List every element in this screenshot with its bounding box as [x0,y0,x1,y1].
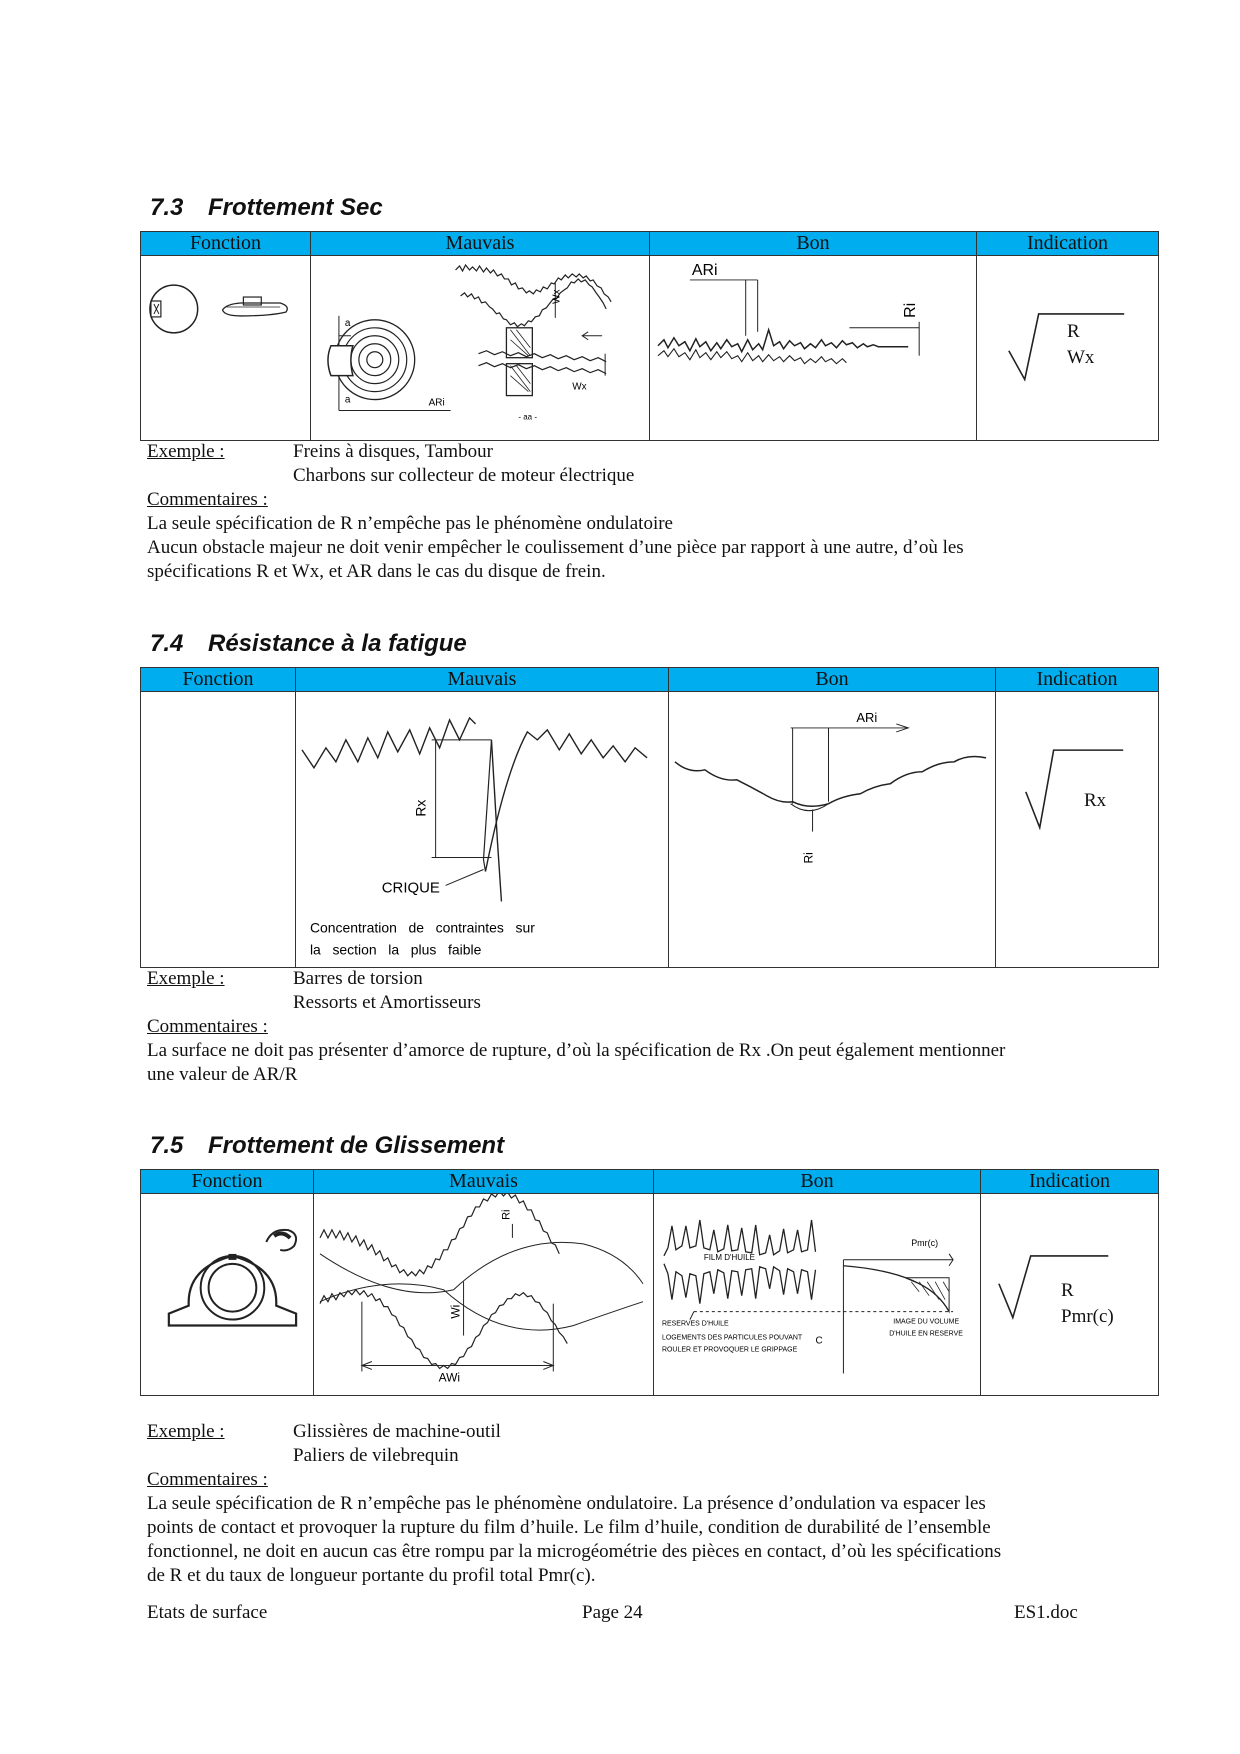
svg-text:LOGEMENTS DES PARTICULES PO: LOGEMENTS DES PARTICULES POUVANT [661,1334,803,1342]
svg-text:Wi: Wi [448,1304,463,1319]
footer-filename: ES1.doc [1014,1602,1078,1623]
header-mauvais: Mauvais [296,668,669,692]
footer-page-number: Page 24 [582,1602,643,1623]
bearing-block-figure [141,1194,313,1395]
cell-indication [977,256,1159,441]
cell-bon [654,1194,981,1396]
table-frottement-glissement [140,1169,1159,1396]
bearing-ratio-figure-good [654,1194,980,1395]
svg-text:AWi: AWi [438,1370,461,1385]
svg-text:ROULER ET PROVOQUER LE GRI: ROULER ET PROVOQUER LE GRIPPAGE [661,1346,798,1354]
section-title-7-4: 7.4 Résistance à la fatigue [150,630,467,657]
cell-bon [650,256,977,441]
header-bon: Bon [669,668,996,692]
svg-text:Ri: Ri [902,302,920,318]
surface-symbol [996,692,1158,967]
header-bon: Bon [654,1170,981,1194]
header-indication: Indication [981,1170,1159,1194]
svg-text:a: a [344,317,351,329]
brake-disc-figure [141,256,310,440]
svg-text:D'HUILE EN RESERVE: D'HUILE EN RESERVE [889,1330,963,1338]
svg-text:ARi: ARi [428,397,445,409]
header-indication: Indication [996,668,1159,692]
indication-values: R Pmr(c) [1061,1280,1114,1327]
svg-text:Rx: Rx [412,799,429,817]
exemple-list: Freins à disques, Tambour Charbons sur collecteur de moteur électrique [293,441,635,486]
cell-fonction [141,256,311,441]
svg-text:FILM D'HUILE: FILM D'HUILE [703,1252,755,1262]
cell-mauvais [296,692,669,968]
header-mauvais: Mauvais [314,1170,654,1194]
cell-mauvais [311,256,650,441]
double-wave-figure-bad [314,1194,653,1395]
svg-text:CRIQUE: CRIQUE [381,879,440,897]
exemple-list: Barres de torsion Ressorts et Amortisseurs [293,968,481,1013]
commentaires-label: Commentaires : [147,1016,268,1037]
svg-text:la section la plus fai: la section la plus faible [309,941,482,958]
commentaires-label: Commentaires : [147,489,268,510]
header-fonction: Fonction [141,232,311,256]
section-title-7-3: 7.3 Frottement Sec [150,194,383,221]
table-resistance-fatigue [140,667,1159,968]
svg-text:Pmr(c): Pmr(c) [911,1237,939,1248]
roughness-profile-figure-good [650,256,976,440]
svg-text:RESERVES D'HUILE: RESERVES D'HUILE [661,1320,729,1328]
svg-text:Wx: Wx [551,289,563,304]
commentaires-text: La surface ne doit pas présenter d’amorce de rupture, d’où la spécification de Rx .On peut également mentionner une valeur de AR/R [147,1040,1006,1085]
svg-text:a: a [344,394,351,406]
cell-mauvais [314,1194,654,1396]
svg-text:ARi: ARi [856,709,878,725]
rounded-profile-figure-good [669,692,995,967]
footer-left: Etats de surface [147,1602,268,1623]
cell-indication [996,692,1159,968]
commentaires-text: La seule spécification de R n’empêche pas le phénomène ondulatoire Aucun obstacle majeur ne doit venir empêcher le coulissement d’une pièce par rapport à une autre, d’où les spécifications R et Wx, et AR dans le cas du disque de frein. [147,513,964,582]
exemple-label: Exemple : [147,441,225,462]
svg-text:Ri: Ri [801,852,816,864]
section-title-7-5: 7.5 Frottement de Glissement [150,1132,505,1159]
exemple-label: Exemple : [147,968,225,989]
svg-text:Wx: Wx [572,381,587,393]
cell-fonction [141,1194,314,1396]
header-fonction: Fonction [141,1170,314,1194]
svg-text:ARi: ARi [691,261,718,279]
cell-bon [669,692,996,968]
table-frottement-sec [140,231,1159,441]
svg-text:Ri: Ri [500,1209,513,1220]
svg-text:C: C [815,1335,823,1347]
commentaires-text: La seule spécification de R n’empêche pas le phénomène ondulatoire. La présence d’ondulation va espacer les points de contact et provoquer la rupture du film d’huile. Le film d’huile, condition de durabilité de l’ensemble fonctionnel, ne doit en aucun cas être rompu par la microgéométrie des pièces en contact, d’où les spécifications de R et du taux de longueur portante du profil total Pmr(c). [147,1493,1002,1586]
header-indication: Indication [977,232,1159,256]
cell-fonction [141,692,296,968]
indication-values: Rx [1084,790,1107,811]
wavy-profile-figure-bad [311,256,649,440]
cell-indication [981,1194,1159,1396]
exemple-label: Exemple : [147,1421,225,1442]
svg-text:Concentration de contraint: Concentration de contraintes sur [309,919,535,936]
header-bon: Bon [650,232,977,256]
svg-text:IMAGE DU VOLUME: IMAGE DU VOLUME [893,1318,960,1326]
header-fonction: Fonction [141,668,296,692]
crack-profile-figure-bad [296,692,668,967]
svg-text:- aa -: - aa - [518,412,537,422]
exemple-list: Glissières de machine-outil Paliers de vilebrequin [293,1421,501,1466]
header-mauvais: Mauvais [311,232,650,256]
indication-values: R Wx [1067,321,1095,368]
commentaires-label: Commentaires : [147,1469,268,1490]
